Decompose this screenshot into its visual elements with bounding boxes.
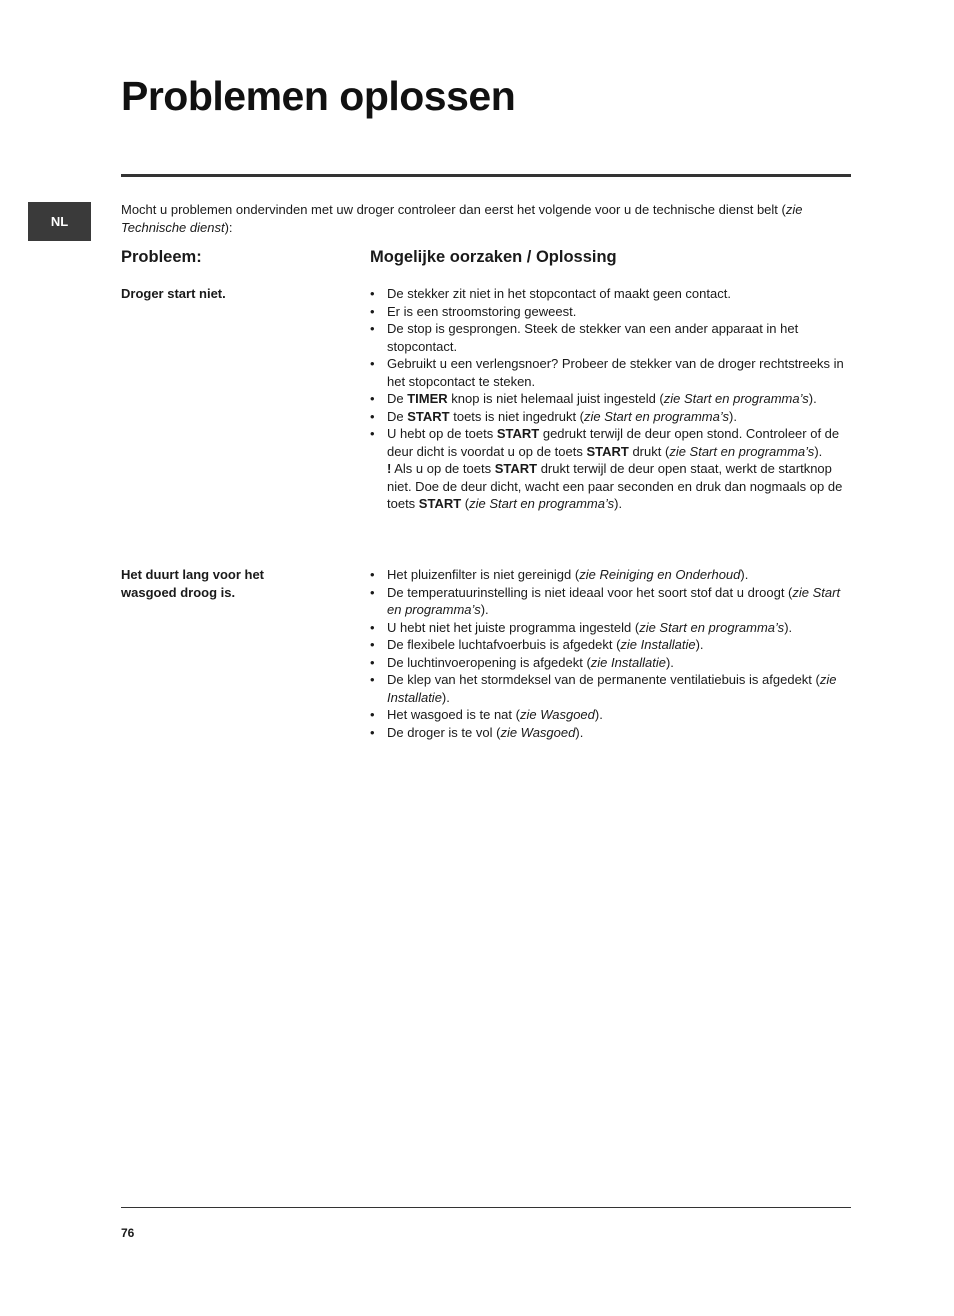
reference-text: zie Installatie: [590, 654, 666, 670]
causes-column-header: Mogelijke oorzaken / Oplossing: [370, 248, 617, 266]
intro-reference: zie Technische dienst: [121, 202, 803, 235]
text-run: ).: [665, 654, 674, 670]
text-run: ).: [729, 408, 737, 424]
warning-note: [387, 460, 852, 513]
intro-text: Mocht u problemen ondervinden met uw droger controleer dan eerst het volgende voor u de technische dienst belt (: [121, 202, 786, 217]
bullet-icon: •: [370, 303, 375, 319]
text-run: knop is niet helemaal juist ingesteld (: [447, 391, 664, 406]
text-run: Het pluizenfilter is niet gereinigd (: [387, 567, 580, 582]
text-run: ).: [594, 707, 603, 722]
bullet-icon: •: [370, 426, 375, 441]
cause-item: [370, 584, 852, 619]
reference-text: zie Installatie: [620, 637, 696, 652]
text-run: ).: [614, 496, 623, 511]
cause-item: [370, 425, 852, 513]
text-run: gedrukt terwijl de deur open stond. Controleer of de deur dicht is voordat u op de toets: [387, 426, 840, 459]
emphasis-text: START: [418, 496, 462, 511]
text-run: De: [387, 391, 408, 406]
cause-item: [370, 320, 852, 355]
cause-item: [370, 355, 852, 390]
bullet-icon: •: [370, 286, 375, 301]
cause-item: [370, 390, 852, 408]
emphasis-text: START: [407, 408, 450, 424]
text-run: ).: [695, 637, 704, 652]
footer-divider: [121, 1207, 851, 1208]
bullet-icon: •: [370, 672, 375, 687]
text-run: ).: [575, 724, 584, 740]
bullet-icon: •: [370, 707, 375, 722]
cause-item: [370, 619, 852, 637]
bullet-icon: •: [370, 584, 375, 600]
reference-text: zie Start en programma’s: [639, 619, 785, 635]
emphasis-text: START: [494, 461, 538, 476]
text-run: (: [461, 496, 470, 511]
title-divider: [121, 174, 851, 177]
text-run: Er is een stroomstoring geweest.: [387, 303, 577, 319]
emphasis-text: TIMER: [407, 391, 448, 406]
emphasis-text: !: [387, 461, 392, 476]
cause-list: [370, 566, 852, 741]
text-run: U hebt niet het juiste programma ingesteld (: [387, 619, 640, 635]
emphasis-text: START: [586, 443, 629, 459]
reference-text: zie Start en programma’s: [387, 584, 841, 617]
bullet-icon: •: [370, 619, 375, 635]
cause-item: [370, 408, 852, 426]
problem-title: Droger start niet.: [121, 286, 226, 301]
cause-item: [370, 724, 852, 742]
text-run: Als u op de toets: [391, 461, 495, 476]
intro-paragraph: [121, 201, 856, 236]
text-run: De flexibele luchtafvoerbuis is afgedekt (: [387, 637, 621, 652]
text-run: De stekker zit niet in het stopcontact of maakt geen contact.: [387, 286, 731, 301]
reference-text: zie Start en programma’s: [669, 443, 815, 459]
cause-item: [370, 566, 852, 584]
language-tab: [28, 202, 91, 241]
problem-column-header: Probleem:: [121, 248, 202, 266]
reference-text: zie Reiniging en Onderhoud: [579, 567, 741, 582]
reference-text: zie Wasgoed: [500, 724, 576, 740]
problem-title: Het duurt lang voor het wasgoed droog is.: [121, 567, 264, 600]
text-run: ).: [740, 567, 749, 582]
text-run: ).: [784, 619, 793, 635]
reference-text: zie Start en programma’s: [663, 391, 809, 406]
text-run: De: [387, 408, 408, 424]
page-title: Problemen oplossen: [121, 73, 516, 119]
text-run: De luchtinvoeropening is afgedekt (: [387, 654, 591, 670]
text-run: De klep van het stormdeksel van de permanente ventilatiebuis is afgedekt (: [387, 672, 820, 687]
text-run: ).: [441, 689, 450, 705]
bullet-icon: •: [370, 356, 375, 371]
bullet-icon: •: [370, 724, 375, 740]
bullet-icon: •: [370, 408, 375, 424]
bullet-icon: •: [370, 391, 375, 406]
intro-end: ):: [224, 219, 233, 235]
bullet-icon: •: [370, 654, 375, 670]
cause-item: [370, 636, 852, 654]
cause-item: [370, 303, 852, 321]
text-run: ).: [808, 391, 817, 406]
text-run: ).: [480, 602, 489, 617]
text-run: Het wasgoed is te nat (: [387, 707, 520, 722]
text-run: U hebt op de toets: [387, 426, 497, 441]
cause-item: [370, 285, 852, 303]
bullet-icon: •: [370, 321, 375, 336]
reference-text: zie Start en programma’s: [584, 408, 730, 424]
text-run: De stop is gesprongen. Steek de stekker van een ander apparaat in het stopcontact.: [387, 321, 799, 354]
reference-text: zie Installatie: [387, 672, 837, 705]
text-run: drukt (: [628, 443, 670, 459]
bullet-icon: •: [370, 637, 375, 652]
language-tab-label: NL: [50, 214, 69, 229]
text-run: drukt terwijl de deur open staat, werkt de startknop niet. Doe de deur dicht, wacht een paar seconden en druk dan nogmaals op de toets: [387, 461, 843, 511]
reference-text: zie Start en programma’s: [469, 496, 615, 511]
bullet-icon: •: [370, 567, 375, 582]
page-number: 76: [121, 1226, 135, 1240]
text-run: De temperatuurinstelling is niet ideaal voor het soort stof dat u droogt (: [387, 584, 793, 600]
text-run: ).: [814, 443, 823, 459]
cause-item: [370, 671, 852, 706]
cause-item: [370, 706, 852, 724]
text-run: Gebruikt u een verlengsnoer? Probeer de stekker van de droger rechtstreeks in het stopcontact te steken.: [387, 356, 844, 389]
emphasis-text: START: [496, 426, 540, 441]
cause-item: [370, 654, 852, 672]
reference-text: zie Wasgoed: [519, 707, 595, 722]
text-run: De droger is te vol (: [387, 724, 501, 740]
text-run: toets is niet ingedrukt (: [449, 408, 585, 424]
cause-list: [370, 285, 852, 513]
